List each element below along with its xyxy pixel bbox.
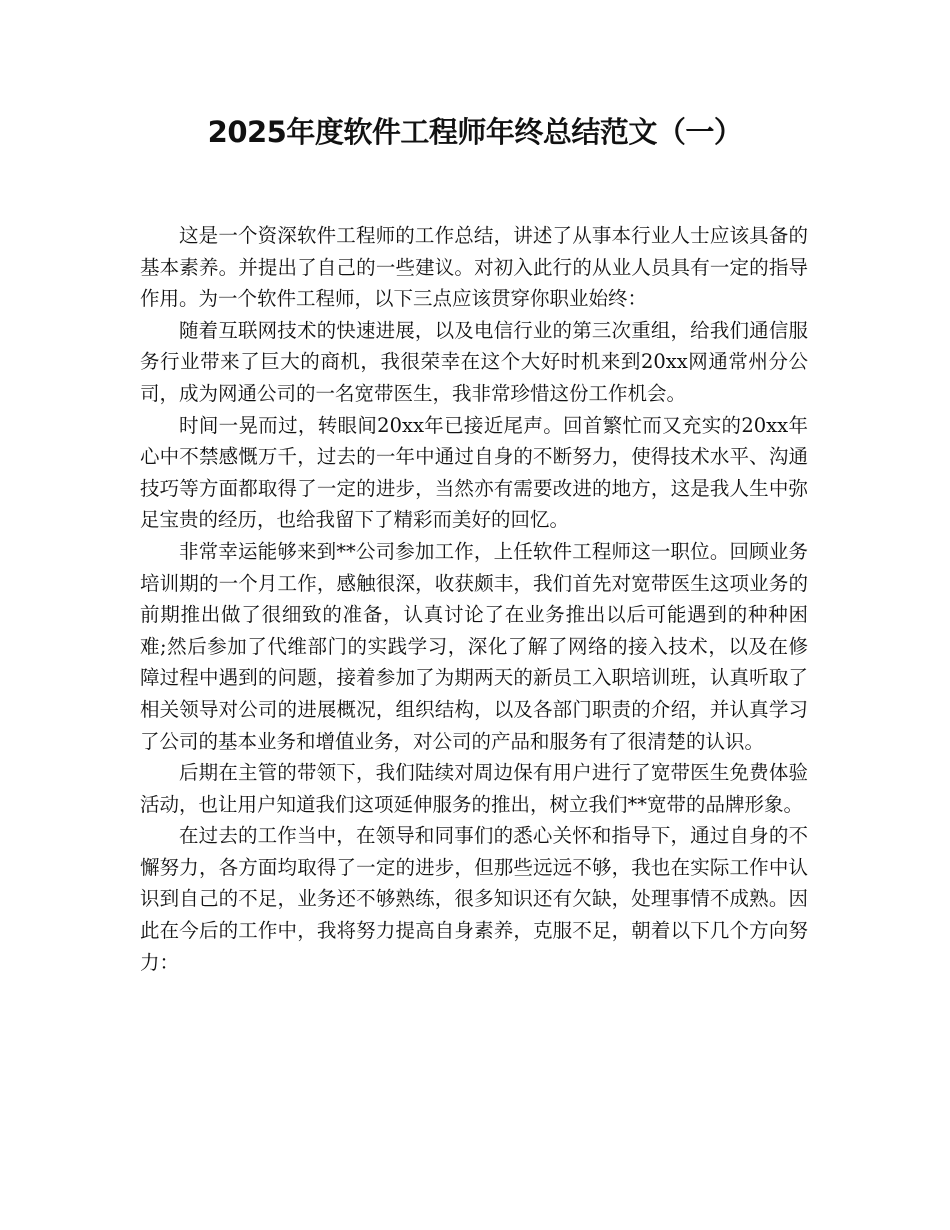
document-title: 2025年度软件工程师年终总结范文（一） xyxy=(207,115,743,149)
paragraph: 在过去的工作当中，在领导和同事们的悉心关怀和指导下，通过自身的不懈努力，各方面均取得了一定的进步，但那些远远不够，我也在实际工作中认识到自己的不足，业务还不够熟练，很多知识还有欠缺，处理事情不成熟。因此在今后的工作中，我将努力提高自身素养，克服不足，朝着以下几个方向努力： xyxy=(140,824,808,974)
paragraph: 这是一个资深软件工程师的工作总结，讲述了从事本行业人士应该具备的基本素养。并提出了自己的一些建议。对初入此行的从业人员具有一定的指导作用。为一个软件工程师，以下三点应该贯穿你职业始终： xyxy=(140,224,808,311)
document-body xyxy=(140,220,808,978)
paragraph: 后期在主管的带领下，我们陆续对周边保有用户进行了宽带医生免费体验活动，也让用户知道我们这项延伸服务的推出，树立我们**宽带的品牌形象。 xyxy=(140,761,808,816)
paragraph: 随着互联网技术的快速进展，以及电信行业的第三次重组，给我们通信服务行业带来了巨大的商机，我很荣幸在这个大好时机来到20xx网通常州分公司，成为网通公司的一名宽带医生，我非常珍惜这份工作机会。 xyxy=(140,318,808,405)
paragraph: 时间一晃而过，转眼间20xx年已接近尾声。回首繁忙而又充实的20xx年心中不禁感慨万千，过去的一年中通过自身的不断努力，使得技术水平、沟通技巧等方面都取得了一定的进步，当然亦有需要改进的地方，这是我人生中弥足宝贵的经历，也给我留下了精彩而美好的回忆。 xyxy=(140,413,808,532)
paragraph: 非常幸运能够来到**公司参加工作，上任软件工程师这一职位。回顾业务培训期的一个月工作，感触很深，收获颇丰，我们首先对宽带医生这项业务的前期推出做了很细致的准备，认真讨论了在业务推出以后可能遇到的种种困难;然后参加了代维部门的实践学习，深化了解了网络的接入技术，以及在修障过程中遇到的问题，接着参加了为期两天的新员工入职培训班，认真听取了相关领导对公司的进展概况，组织结构，以及各部门职责的介绍，并认真学习了公司的基本业务和增值业务，对公司的产品和服务有了很清楚的认识。 xyxy=(140,539,808,753)
